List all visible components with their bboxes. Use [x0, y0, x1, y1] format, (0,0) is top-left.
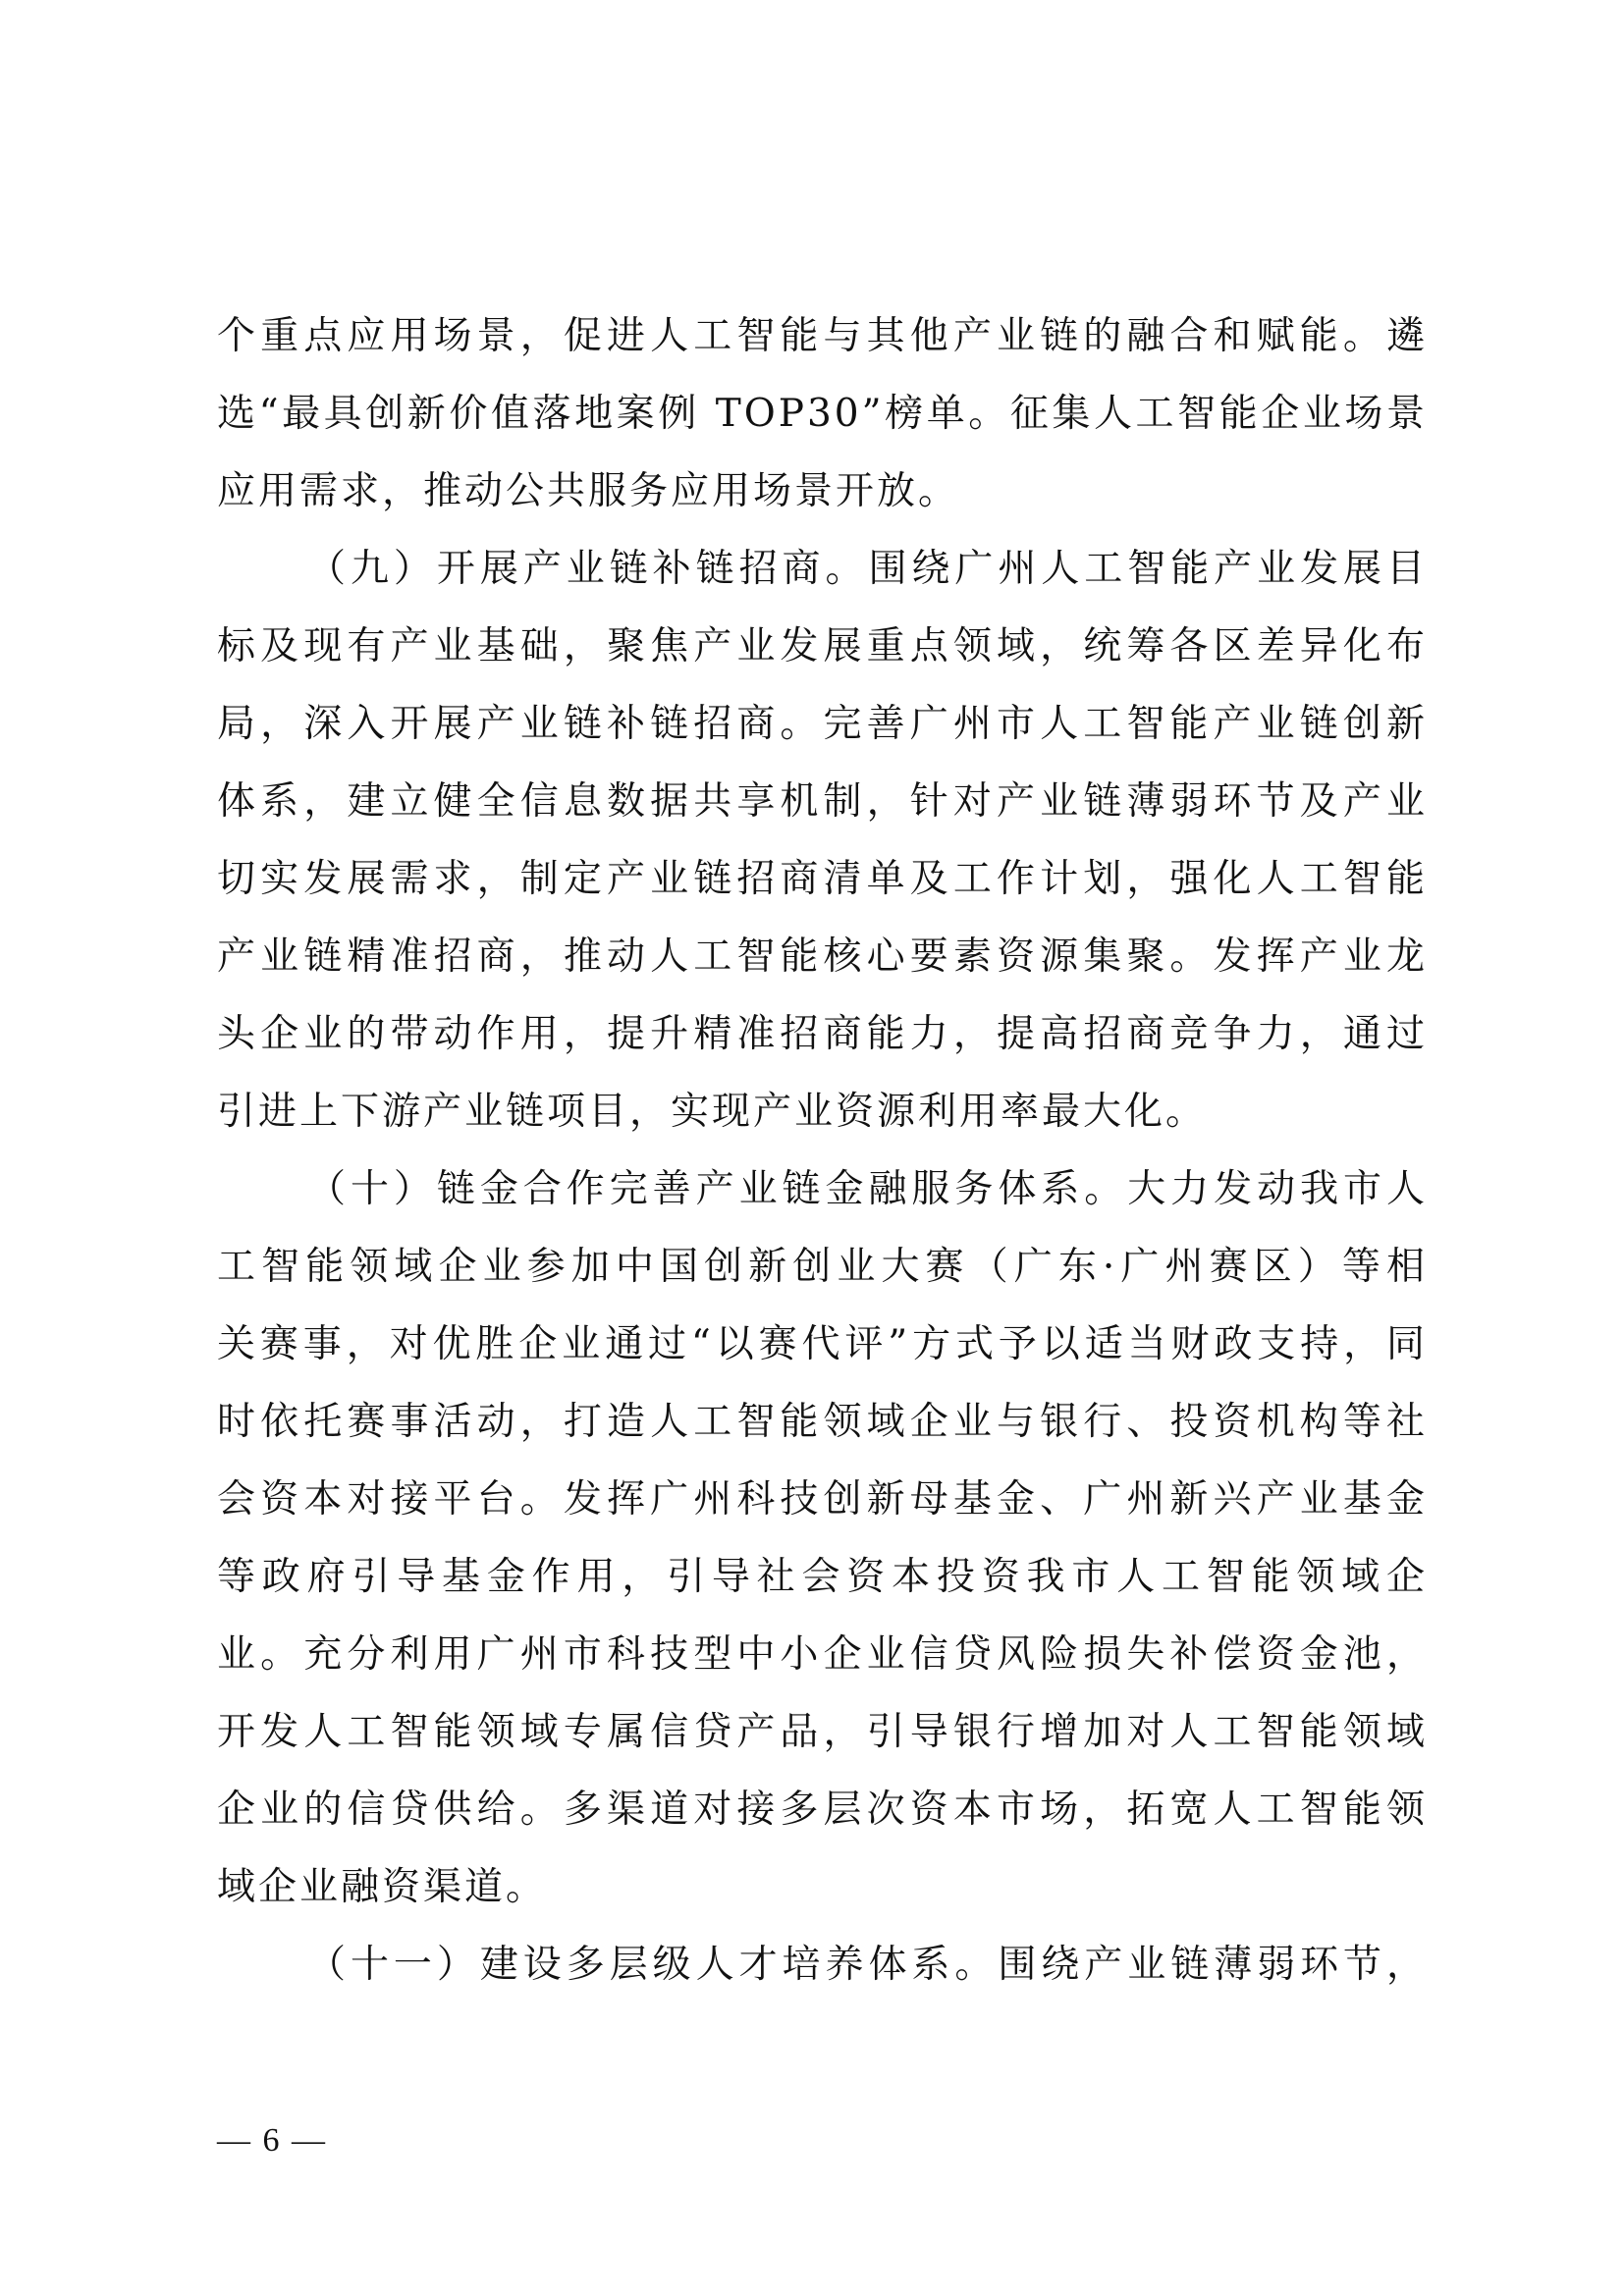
body-line: 时依托赛事活动，打造人工智能领域企业与银行、投资机构等社	[217, 1400, 1428, 1444]
body-line: 引进上下游产业链项目，实现产业资源利用率最大化。	[217, 1090, 1208, 1134]
body-line: 等政府引导基金作用，引导社会资本投资我市人工智能领域企	[217, 1555, 1428, 1599]
body-line: 会资本对接平台。发挥广州科技创新母基金、广州新兴产业基金	[217, 1477, 1428, 1522]
body-line: 域企业融资渠道。	[217, 1865, 548, 1909]
body-line: 业。充分利用广州市科技型中小企业信贷风险损失补偿资金池，	[217, 1632, 1428, 1677]
body-line: 开发人工智能领域专属信贷产品，引导银行增加对人工智能领域	[217, 1710, 1428, 1754]
body-line: 选“最具创新价值落地案例 TOP30”榜单。征集人工智能企业场景	[217, 392, 1428, 436]
body-line: 头企业的带动作用，提升精准招商能力，提高招商竞争力，通过	[217, 1012, 1428, 1056]
document-body	[217, 297, 1428, 2003]
section-heading-line: （十一）建设多层级人才培养体系。围绕产业链薄弱环节，	[307, 1943, 1428, 1987]
body-line: 企业的信贷供给。多渠道对接多层次资本市场，拓宽人工智能领	[217, 1788, 1428, 1832]
body-line: 局，深入开展产业链补链招商。完善广州市人工智能产业链创新	[217, 702, 1428, 746]
section-heading-line: （九）开展产业链补链招商。围绕广州人工智能产业发展目	[307, 547, 1428, 591]
page-number: — 6 —	[217, 2122, 327, 2159]
body-line: 标及现有产业基础，聚焦产业发展重点领域，统筹各区差异化布	[217, 624, 1428, 668]
body-line: 工智能领域企业参加中国创新创业大赛（广东·广州赛区）等相	[217, 1245, 1428, 1289]
body-line: 体系，建立健全信息数据共享机制，针对产业链薄弱环节及产业	[217, 779, 1428, 824]
section-heading-line: （十）链金合作完善产业链金融服务体系。大力发动我市人	[307, 1167, 1428, 1211]
body-line: 切实发展需求，制定产业链招商清单及工作计划，强化人工智能	[217, 857, 1428, 901]
body-line: 个重点应用场景，促进人工智能与其他产业链的融合和赋能。遴	[217, 314, 1428, 358]
body-line: 产业链精准招商，推动人工智能核心要素资源集聚。发挥产业龙	[217, 934, 1428, 979]
body-line: 应用需求，推动公共服务应用场景开放。	[217, 469, 960, 513]
body-line: 关赛事，对优胜企业通过“以赛代评”方式予以适当财政支持，同	[217, 1322, 1428, 1366]
